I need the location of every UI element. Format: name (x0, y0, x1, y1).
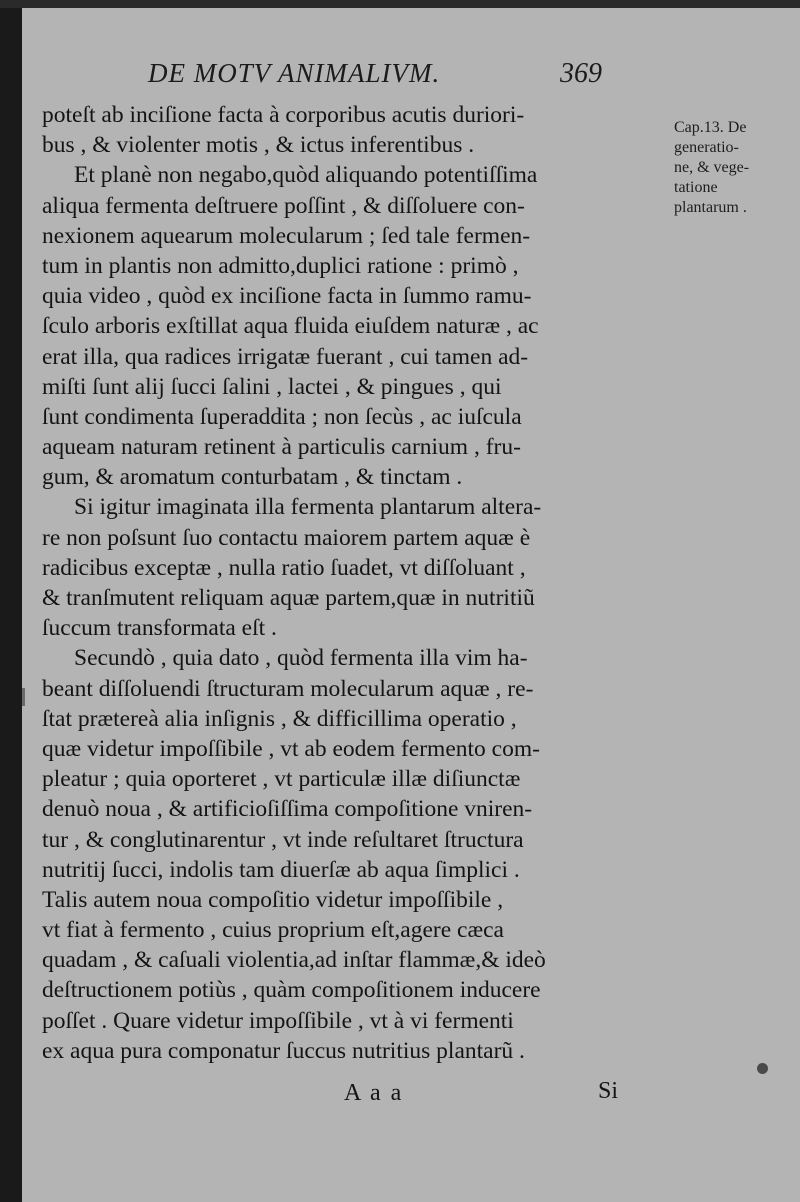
text-line: deſtructionem potiùs , quàm compoſitionem inducere (42, 977, 541, 1004)
text-line: quæ videtur impoſſibile , vt ab eodem fermento com- (42, 735, 540, 762)
text-line: poſſet . Quare videtur impoſſibile , vt à vi fermenti (42, 1007, 514, 1034)
margin-note (674, 118, 794, 218)
text-line: denuò noua , & artificioſiſſima compoſitione vniren- (42, 796, 533, 823)
text-line: Secundò , quia dato , quòd fermenta illa vim ha- (74, 645, 528, 672)
text-line: ſunt condimenta ſuperaddita ; non ſecùs , ac iuſcula (42, 403, 522, 430)
top-edge (0, 0, 800, 8)
text-line: Et planè non negabo,quòd aliquando potentiſſima (74, 162, 538, 189)
text-line: aqueam naturam retinent à particulis carnium , fru- (42, 434, 521, 461)
margin-note-line: tatione (674, 179, 718, 196)
text-line: bus , & violenter motis , & ictus inferentibus . (42, 132, 475, 159)
margin-note-line: ne, & vege- (674, 159, 750, 176)
text-line: quia video , quòd ex inciſione facta in ſummo ramu- (42, 283, 532, 310)
margin-note-line: Cap.13. De (674, 119, 747, 136)
page-number: 369 (560, 58, 602, 89)
text-line: poteſt ab inciſione facta à corporibus acutis duriori- (42, 102, 525, 128)
text-line: Si igitur imaginata illa fermenta plantarum altera- (74, 494, 542, 521)
text-line: ſculo arboris exſtillat aqua fluida eiuſdem naturæ , ac (42, 313, 539, 340)
catchword: Si (598, 1078, 619, 1104)
text-line: pleatur ; quia oporteret , vt particulæ illæ diſiunctæ (42, 766, 521, 793)
text-line: vt fiat à fermento , cuius proprium eſt,agere cæca (42, 917, 504, 944)
margin-mark (22, 688, 25, 706)
margin-note-line: plantarum . (674, 199, 747, 216)
text-line: quadam , & caſuali violentia,ad inſtar flammæ,& ideò (42, 947, 546, 974)
text-line: ſtat prætereà alia inſignis , & difficillima operatio , (42, 705, 517, 732)
margin-note-line: generatio- (674, 139, 739, 156)
text-line: nutritij ſucci, indolis tam diuerſæ ab aqua ſimplici . (42, 856, 520, 883)
text-line: radicibus exceptæ , nulla ratio ſuadet, vt diſſoluant , (42, 554, 526, 581)
text-line: tur , & conglutinarentur , vt inde reſultaret ſtructura (42, 826, 524, 853)
text-line: Talis autem noua compoſitio videtur impoſſibile , (42, 886, 504, 913)
text-line: aliqua fermenta deſtruere poſſint , & diſſoluere con- (42, 192, 525, 219)
signature-mark: A a a (344, 1080, 404, 1106)
text-line: gum, & aromatum conturbatam , & tinctam . (42, 464, 463, 491)
text-line: miſti ſunt alij ſucci ſalini , lactei , & pingues , qui (42, 373, 502, 400)
text-line: ſuccum transformata eſt . (42, 615, 277, 642)
body-text (42, 100, 662, 1066)
ink-spot (757, 1063, 768, 1074)
text-line: ex aqua pura componatur ſuccus nutritius plantarũ . (42, 1037, 525, 1064)
text-line: & tranſmutent reliquam aquæ partem,quæ in nutritiũ (42, 585, 535, 611)
running-title: DE MOTV ANIMALIVM. (148, 58, 441, 88)
text-line: tum in plantis non admitto,duplici ratione : primò , (42, 252, 519, 279)
text-line: beant diſſoluendi ſtructuram molecularum aquæ , re- (42, 675, 534, 702)
binding-shadow (0, 0, 22, 1202)
text-line: re non poſsunt ſuo contactu maiorem partem aquæ è (42, 524, 531, 551)
text-line: erat illa, qua radices irrigatæ fuerant , cui tamen ad- (42, 343, 529, 370)
text-line: nexionem aquearum molecularum ; ſed tale fermen- (42, 222, 531, 249)
